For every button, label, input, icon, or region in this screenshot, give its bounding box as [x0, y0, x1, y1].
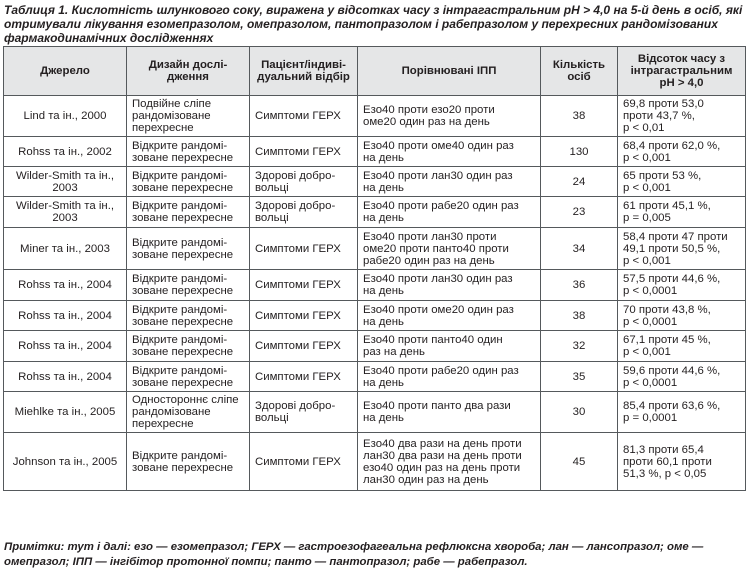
cell-count: 34 — [541, 228, 618, 270]
cell-design: Відкрите рандомі- зоване перехресне — [127, 331, 250, 362]
table-row — [4, 228, 746, 270]
cell-selection: Симптоми ГЕРХ — [250, 96, 358, 137]
table-row — [4, 270, 746, 301]
header-ppi: Порівнювані ІПП — [358, 47, 541, 96]
table-row — [4, 301, 746, 331]
cell-ppi: Езо40 проти оме20 один раз на день — [358, 301, 541, 331]
cell-ppi: Езо40 проти панто40 один раз на день — [358, 331, 541, 362]
cell-source: Rohss та ін., 2004 — [4, 270, 127, 301]
cell-count: 32 — [541, 331, 618, 362]
header-result: Відсоток часу з інтрагастральним pH > 4,0 — [618, 47, 746, 96]
header-design: Дизайн дослі- дження — [127, 47, 250, 96]
cell-source: Wilder-Smith та ін., 2003 — [4, 197, 127, 228]
cell-design: Відкрите рандомі- зоване перехресне — [127, 301, 250, 331]
cell-ppi: Езо40 проти лан30 один раз на день — [358, 270, 541, 301]
cell-selection: Здорові добро- вольці — [250, 392, 358, 433]
cell-source: Miner та ін., 2003 — [4, 228, 127, 270]
cell-result: 67,1 проти 45 %, р < 0,001 — [618, 331, 746, 362]
cell-count: 45 — [541, 433, 618, 491]
cell-result: 59,6 проти 44,6 %, р < 0,0001 — [618, 362, 746, 392]
cell-source: Lind та ін., 2000 — [4, 96, 127, 137]
cell-result: 69,8 проти 53,0 проти 43,7 %, р < 0,01 — [618, 96, 746, 137]
cell-design: Відкрите рандомі- зоване перехресне — [127, 197, 250, 228]
cell-ppi: Езо40 проти панто два рази на день — [358, 392, 541, 433]
cell-result: 57,5 проти 44,6 %, р < 0,0001 — [618, 270, 746, 301]
data-table — [3, 46, 746, 491]
cell-ppi: Езо40 проти оме40 один раз на день — [358, 137, 541, 167]
cell-count: 24 — [541, 167, 618, 197]
cell-count: 23 — [541, 197, 618, 228]
cell-source: Johnson та ін., 2005 — [4, 433, 127, 491]
cell-selection: Симптоми ГЕРХ — [250, 137, 358, 167]
cell-selection: Симптоми ГЕРХ — [250, 301, 358, 331]
cell-selection: Здорові добро- вольці — [250, 197, 358, 228]
table-title: Таблиця 1. Кислотність шлункового соку, виражена у відсотках часу з інтрагастральним pH > 4,0 на 5-й день в осіб, які отримували лікування езомепразолом, омепразолом, пантопразолом і рабепразолом у перехресних рандомізованих фармакодинамічних дослідженнях — [4, 3, 743, 45]
cell-count: 35 — [541, 362, 618, 392]
cell-source: Rohss та ін., 2004 — [4, 362, 127, 392]
cell-result: 70 проти 43,8 %, р < 0,0001 — [618, 301, 746, 331]
table-row — [4, 137, 746, 167]
table-row — [4, 362, 746, 392]
cell-design: Відкрите рандомі- зоване перехресне — [127, 228, 250, 270]
cell-selection: Здорові добро- вольці — [250, 167, 358, 197]
cell-design: Відкрите рандомі- зоване перехресне — [127, 137, 250, 167]
cell-selection: Симптоми ГЕРХ — [250, 433, 358, 491]
cell-selection: Симптоми ГЕРХ — [250, 331, 358, 362]
cell-ppi: Езо40 проти езо20 проти оме20 один раз на день — [358, 96, 541, 137]
table-row — [4, 392, 746, 433]
cell-ppi: Езо40 проти рабе20 один раз на день — [358, 362, 541, 392]
header-source: Джерело — [4, 47, 127, 96]
cell-result: 85,4 проти 63,6 %, р = 0,0001 — [618, 392, 746, 433]
cell-ppi: Езо40 проти лан30 проти оме20 проти панто40 проти рабе20 один раз на день — [358, 228, 541, 270]
cell-result: 68,4 проти 62,0 %, р < 0,001 — [618, 137, 746, 167]
cell-source: Rohss та ін., 2004 — [4, 331, 127, 362]
table-row — [4, 197, 746, 228]
cell-source: Rohss та ін., 2002 — [4, 137, 127, 167]
cell-ppi: Езо40 проти лан30 один раз на день — [358, 167, 541, 197]
cell-result: 58,4 проти 47 проти 49,1 проти 50,5 %, р < 0,001 — [618, 228, 746, 270]
header-selection: Пацієнт/індиві- дуальний відбір — [250, 47, 358, 96]
cell-selection: Симптоми ГЕРХ — [250, 362, 358, 392]
cell-design: Відкрите рандомі- зоване перехресне — [127, 167, 250, 197]
cell-design: Подвійне сліпе рандомізоване перехресне — [127, 96, 250, 137]
table-row — [4, 96, 746, 137]
cell-design: Одностороннє сліпе рандомізоване перехресне — [127, 392, 250, 433]
cell-count: 130 — [541, 137, 618, 167]
cell-count: 30 — [541, 392, 618, 433]
cell-source: Miehlke та ін., 2005 — [4, 392, 127, 433]
cell-design: Відкрите рандомі- зоване перехресне — [127, 362, 250, 392]
cell-design: Відкрите рандомі- зоване перехресне — [127, 270, 250, 301]
cell-ppi: Езо40 два рази на день проти лан30 два рази на день проти езо40 один раз на день проти лан30 один раз на день — [358, 433, 541, 491]
cell-selection: Симптоми ГЕРХ — [250, 228, 358, 270]
cell-count: 36 — [541, 270, 618, 301]
cell-source: Rohss та ін., 2004 — [4, 301, 127, 331]
cell-source: Wilder-Smith та ін., 2003 — [4, 167, 127, 197]
header-count: Кількість осіб — [541, 47, 618, 96]
cell-count: 38 — [541, 96, 618, 137]
cell-result: 65 проти 53 %, р < 0,001 — [618, 167, 746, 197]
cell-ppi: Езо40 проти рабе20 один раз на день — [358, 197, 541, 228]
cell-design: Відкрите рандомі- зоване перехресне — [127, 433, 250, 491]
table-row — [4, 433, 746, 491]
table-row — [4, 167, 746, 197]
cell-result: 61 проти 45,1 %, р = 0,005 — [618, 197, 746, 228]
header-row — [4, 47, 746, 96]
table-note: Примітки: тут і далі: езо — езомепразол; ГЕРХ — гастроезофагеальна рефлюксна хвороба; лан — лансопразол; оме — омепразол; ІПП — інгібітор протонної помпи; панто — пантопразол; рабе — рабепразол. — [4, 541, 704, 568]
cell-result: 81,3 проти 65,4 проти 60,1 проти 51,3 %, р < 0,05 — [618, 433, 746, 491]
table-row — [4, 331, 746, 362]
cell-count: 38 — [541, 301, 618, 331]
cell-selection: Симптоми ГЕРХ — [250, 270, 358, 301]
